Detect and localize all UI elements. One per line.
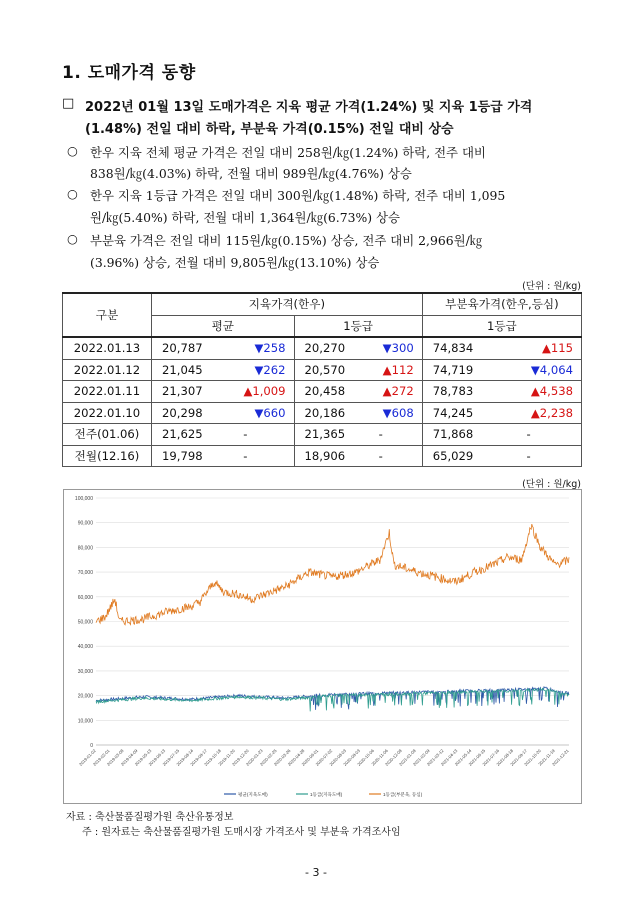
avg-value: 21,045 <box>152 359 224 381</box>
x-tick-label: 2021-09-17 <box>509 748 528 767</box>
y-tick-label: 30,000 <box>77 668 93 675</box>
x-tick-label: 2019-10-18 <box>203 748 222 767</box>
x-tick-label: 2019-03-08 <box>105 748 125 767</box>
avg-change: ▼262 <box>223 359 294 381</box>
col-group-header: 구분 <box>63 293 152 337</box>
bullet-2-line2: 원/㎏(5.40%) 하락, 전월 대비 1,364원/㎏(6.73%) 상승 <box>90 210 400 225</box>
x-tick-label: 2019-07-15 <box>161 748 181 767</box>
cut-change: ▼4,064 <box>502 359 581 381</box>
cut-change: ▲2,238 <box>502 402 581 424</box>
cut-change: ▲4,538 <box>502 381 581 403</box>
y-tick-label: 60,000 <box>77 594 93 601</box>
price-table <box>62 292 582 467</box>
grade1-change: - <box>366 424 423 446</box>
x-tick-label: 2020-12-08 <box>384 748 403 767</box>
cut-value: 74,834 <box>422 337 502 359</box>
grade1-change: ▼608 <box>366 402 423 424</box>
legend-label: 1등급(지육도매) <box>310 792 343 797</box>
cut-value: 74,245 <box>422 402 502 424</box>
row-date: 2022.01.12 <box>63 359 152 381</box>
x-tick-label: 2020-03-26 <box>272 748 292 767</box>
cut-value: 71,868 <box>422 424 502 446</box>
y-tick-label: 50,000 <box>77 619 93 626</box>
bullet-3-line2: (3.96%) 상승, 전월 대비 9,805원/㎏(13.10%) 상승 <box>90 255 380 270</box>
avg-value: 21,625 <box>152 424 224 446</box>
table-row <box>63 402 582 424</box>
y-tick-label: 0 <box>90 743 93 749</box>
grade1-value: 20,570 <box>294 359 366 381</box>
series-line <box>96 688 569 711</box>
legend-label: 1등급(부분육, 등심) <box>383 792 423 797</box>
grade1-change: - <box>366 445 423 467</box>
x-tick-label: 2021-01-08 <box>397 748 417 767</box>
x-tick-label: 2019-05-13 <box>133 748 153 767</box>
grade1-value: 18,906 <box>294 445 366 467</box>
row-date: 2022.01.13 <box>63 337 152 359</box>
cut-value: 65,029 <box>422 445 502 467</box>
section-title: 1. 도매가격 동향 <box>62 63 196 83</box>
group1-header: 지육가격(한우) <box>152 293 423 315</box>
bullet-3-marker: ○ <box>67 231 78 246</box>
cut-change: - <box>502 445 581 467</box>
bullet-1-line2: 838원/㎏(4.03%) 하락, 전월 대비 989원/㎏(4.76%) 상승 <box>90 166 412 181</box>
y-tick-label: 90,000 <box>77 520 93 527</box>
headline-line2: (1.48%) 전일 대비 하락, 부분육 가격(0.15%) 전일 대비 상승 <box>85 122 454 137</box>
bullet-1-marker: ○ <box>67 143 78 158</box>
x-tick-label: 2019-08-14 <box>175 748 195 767</box>
bullet-3-line1: 부분육 가격은 전일 대비 115원/㎏(0.15%) 상승, 전주 대비 2,966원/㎏ <box>90 233 483 248</box>
grade1-change: ▲272 <box>366 381 423 403</box>
bullet-1-line1: 한우 지육 전체 평균 가격은 전일 대비 258원/㎏(1.24%) 하락, 전주 대비 <box>90 145 486 160</box>
x-tick-label: 2020-11-06 <box>370 748 389 767</box>
avg-value: 20,298 <box>152 402 224 424</box>
sub-header-cut-grade1: 1등급 <box>422 315 581 337</box>
table-row <box>63 445 582 467</box>
group2-header: 부분육가격(한우,등심) <box>422 293 581 315</box>
x-tick-label: 2020-01-23 <box>244 748 264 767</box>
x-tick-label: 2021-10-20 <box>523 748 542 767</box>
grade1-value: 20,186 <box>294 402 366 424</box>
table-unit-label: (단위 : 원/kg) <box>522 281 581 292</box>
sub-header-avg: 평균 <box>152 315 295 337</box>
chart-unit-label: (단위 : 원/kg) <box>522 479 581 490</box>
bullet-2-marker: ○ <box>67 186 78 201</box>
cut-change: ▲115 <box>502 337 581 359</box>
row-date: 2022.01.11 <box>63 381 152 403</box>
x-tick-label: 2021-07-16 <box>481 748 501 767</box>
x-tick-label: 2021-06-15 <box>467 748 487 767</box>
page-number: - 3 - <box>305 866 327 879</box>
avg-change: - <box>223 445 294 467</box>
x-tick-label: 2019-11-20 <box>217 748 236 767</box>
x-tick-label: 2021-11-19 <box>537 748 556 767</box>
bullet-2-line1: 한우 지육 1등급 가격은 전일 대비 300원/㎏(1.48%) 하락, 전주 대비 1,095 <box>90 188 506 203</box>
table-row <box>63 381 582 403</box>
cut-change: - <box>502 424 581 446</box>
y-tick-label: 20,000 <box>77 693 93 700</box>
row-date: 전월(12.16) <box>63 445 152 467</box>
x-tick-label: 2019-04-09 <box>119 748 139 767</box>
y-tick-label: 10,000 <box>77 718 93 725</box>
x-tick-label: 2020-09-03 <box>342 748 362 767</box>
x-tick-label: 2020-10-06 <box>356 748 375 767</box>
x-tick-label: 2020-07-02 <box>314 748 334 767</box>
x-tick-label: 2019-06-13 <box>147 748 167 767</box>
x-tick-label: 2020-02-25 <box>258 748 278 767</box>
avg-value: 20,787 <box>152 337 224 359</box>
x-tick-label: 2021-12-21 <box>551 748 570 767</box>
y-tick-label: 70,000 <box>77 570 93 577</box>
x-tick-label: 2020-06-01 <box>300 748 320 767</box>
grade1-change: ▲112 <box>366 359 423 381</box>
legend-label: 평균(지육도매) <box>238 792 268 797</box>
x-tick-label: 2021-02-09 <box>411 748 431 767</box>
series-line <box>96 524 569 625</box>
cut-value: 74,719 <box>422 359 502 381</box>
sub-header-grade1: 1등급 <box>294 315 422 337</box>
x-tick-label: 2020-04-28 <box>286 748 306 767</box>
price-chart-svg <box>64 490 581 803</box>
grade1-value: 21,365 <box>294 424 366 446</box>
row-date: 2022.01.10 <box>63 402 152 424</box>
headline-marker: □ <box>62 96 75 111</box>
x-tick-label: 2021-08-18 <box>495 748 515 767</box>
avg-change: ▲1,009 <box>223 381 294 403</box>
y-tick-label: 100,000 <box>74 496 93 502</box>
cut-value: 78,783 <box>422 381 502 403</box>
grade1-change: ▼300 <box>366 337 423 359</box>
avg-change: - <box>223 424 294 446</box>
row-date: 전주(01.06) <box>63 424 152 446</box>
avg-change: ▼258 <box>223 337 294 359</box>
x-tick-label: 2020-08-03 <box>328 748 348 767</box>
x-tick-label: 2019-12-20 <box>231 748 250 767</box>
x-tick-label: 2021-03-12 <box>425 748 445 767</box>
headline-line1: 2022년 01월 13일 도매가격은 지육 평균 가격(1.24%) 및 지육 1등급 가격 <box>85 100 533 115</box>
x-tick-label: 2021-04-13 <box>439 748 459 767</box>
price-chart <box>63 489 582 804</box>
y-tick-label: 80,000 <box>77 545 93 552</box>
note-line: 주 : 원자료는 축산물품질평가원 도매시장 가격조사 및 부분육 가격조사임 <box>82 827 401 838</box>
avg-change: ▼660 <box>223 402 294 424</box>
x-tick-label: 2019-01-02 <box>78 748 97 767</box>
table-row <box>63 337 582 359</box>
x-tick-label: 2019-02-01 <box>91 748 111 767</box>
x-tick-label: 2019-09-17 <box>189 748 209 767</box>
grade1-value: 20,270 <box>294 337 366 359</box>
table-row <box>63 359 582 381</box>
table-row <box>63 424 582 446</box>
grade1-value: 20,458 <box>294 381 366 403</box>
avg-value: 21,307 <box>152 381 224 403</box>
x-tick-label: 2021-05-14 <box>453 748 473 767</box>
source-line: 자료 : 축산물품질평가원 축산유통정보 <box>66 812 234 823</box>
avg-value: 19,798 <box>152 445 224 467</box>
y-tick-label: 40,000 <box>77 644 93 651</box>
